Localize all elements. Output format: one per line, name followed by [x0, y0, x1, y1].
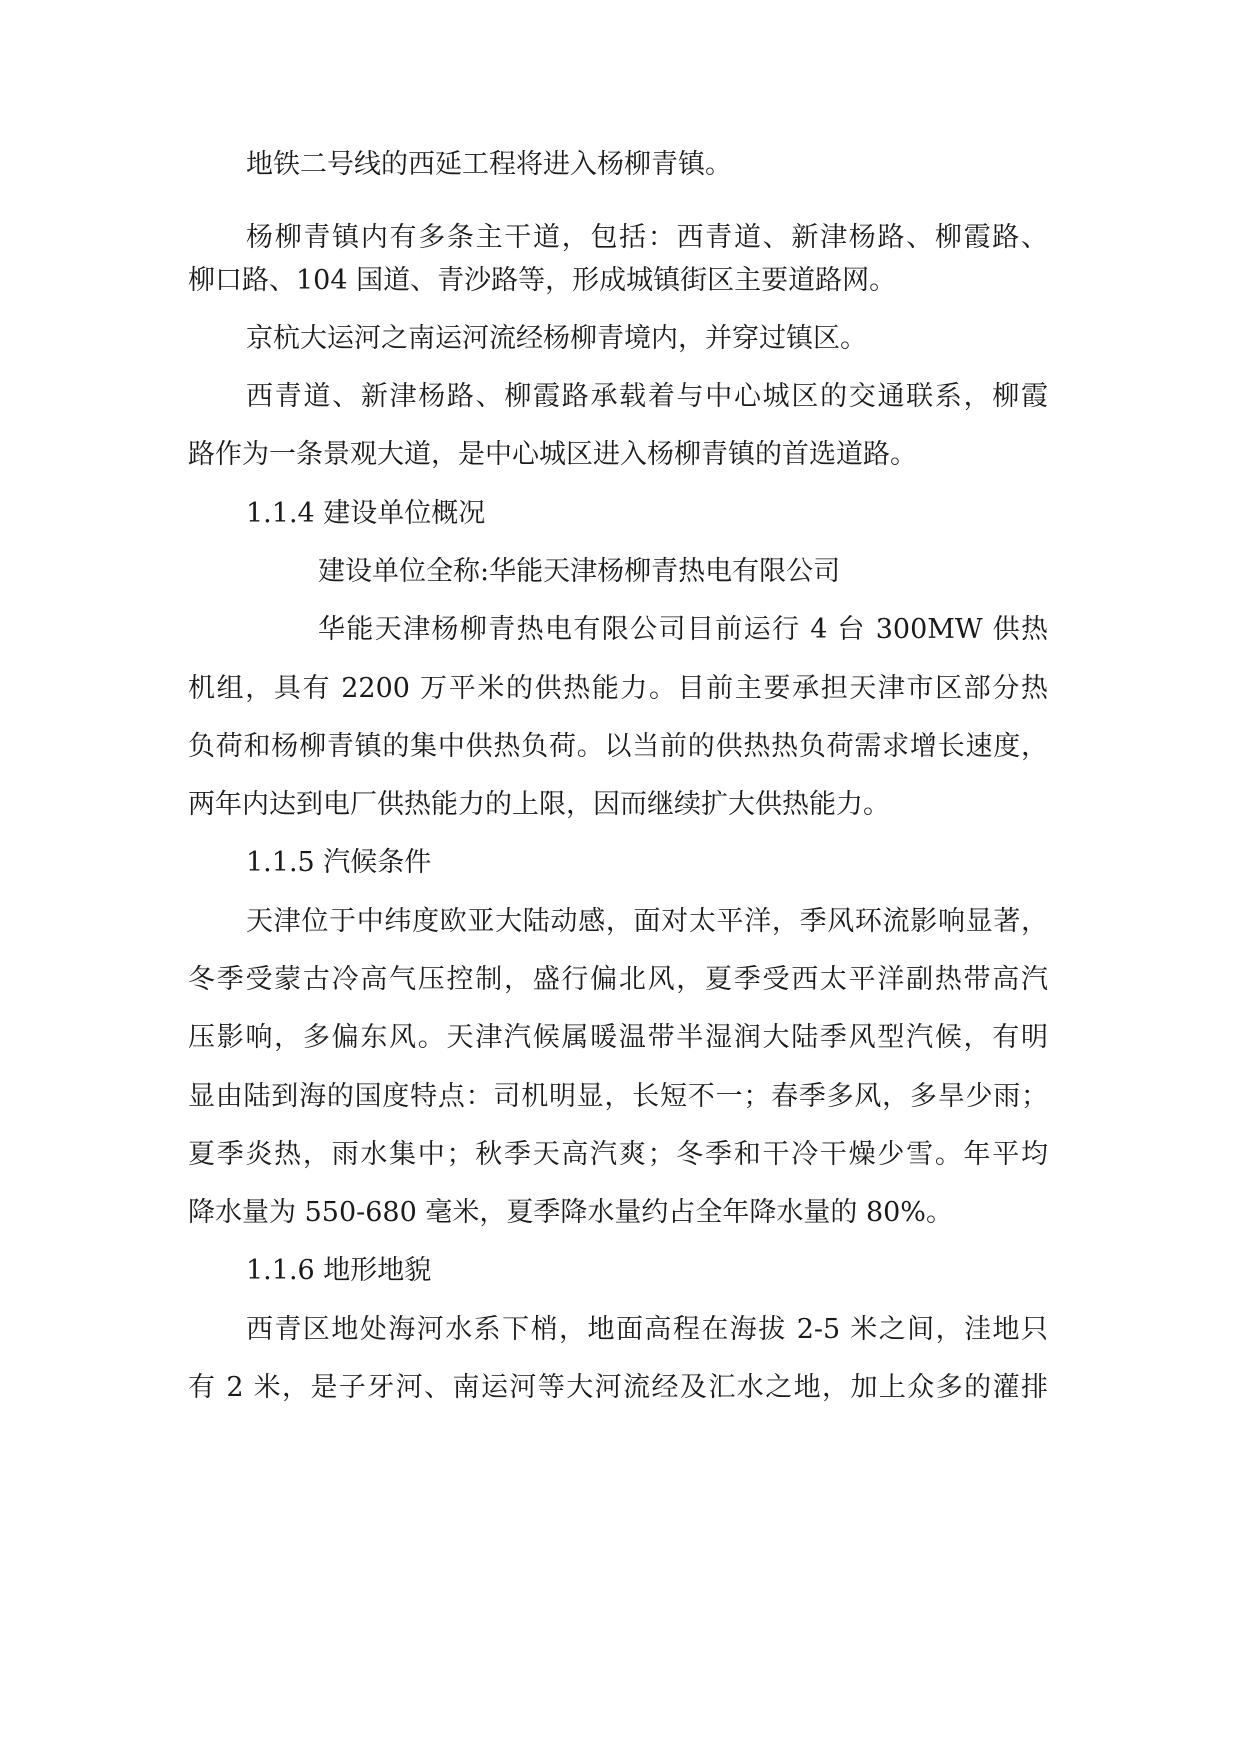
- paragraph-line: 压影响，多偏东风。天津汽候属暖温带半湿润大陆季风型汽候，有明: [188, 1022, 1048, 1053]
- paragraph-line: 降水量为 550-680 毫米，夏季降水量约占全年降水量的 80%。: [188, 1197, 953, 1228]
- paragraph-line: 地铁二号线的西延工程将进入杨柳青镇。: [246, 149, 732, 180]
- paragraph-line: 夏季炎热，雨水集中；秋季天高汽爽；冬季和干冷干燥少雪。年平均: [188, 1139, 1048, 1170]
- paragraph-line: 柳口路、104 国道、青沙路等，形成城镇街区主要道路网。: [188, 265, 897, 296]
- paragraph-line: 杨柳青镇内有多条主干道，包括：西青道、新津杨路、柳霞路、: [246, 222, 1048, 253]
- paragraph-line: 西青道、新津杨路、柳霞路承载着与中心城区的交通联系，柳霞: [246, 381, 1048, 412]
- paragraph-line: 机组，具有 2200 万平米的供热能力。目前主要承担天津市区部分热: [188, 673, 1048, 704]
- paragraph-line: 西青区地处海河水系下梢，地面高程在海拔 2-5 米之间，洼地只: [246, 1314, 1048, 1345]
- paragraph-line: 负荷和杨柳青镇的集中供热负荷。以当前的供热热负荷需求增长速度，: [188, 731, 1048, 762]
- paragraph-line: 两年内达到电厂供热能力的上限，因而继续扩大供热能力。: [188, 789, 890, 820]
- paragraph-line: 冬季受蒙古冷高气压控制，盛行偏北风，夏季受西太平洋副热带高汽: [188, 964, 1048, 995]
- paragraph-line: 华能天津杨柳青热电有限公司目前运行 4 台 300MW 供热: [318, 614, 1048, 645]
- paragraph-line: 京杭大运河之南运河流经杨柳青境内，并穿过镇区。: [246, 323, 867, 354]
- paragraph-line: 建设单位全称:华能天津杨柳青热电有限公司: [318, 556, 841, 587]
- paragraph-line: 有 2 米，是子牙河、南运河等大河流经及汇水之地，加上众多的灌排: [188, 1372, 1048, 1403]
- paragraph-line: 路作为一条景观大道，是中心城区进入杨柳青镇的首选道路。: [188, 439, 917, 470]
- section-heading: 1.1.6 地形地貌: [246, 1255, 432, 1286]
- paragraph-line: 天津位于中纬度欧亚大陆动感，面对太平洋，季风环流影响显著，: [246, 906, 1048, 937]
- section-heading: 1.1.4 建设单位概况: [246, 498, 486, 529]
- section-heading: 1.1.5 汽候条件: [246, 847, 432, 878]
- paragraph-line: 显由陆到海的国度特点：司机明显，长短不一；春季多风，多旱少雨；: [188, 1081, 1048, 1112]
